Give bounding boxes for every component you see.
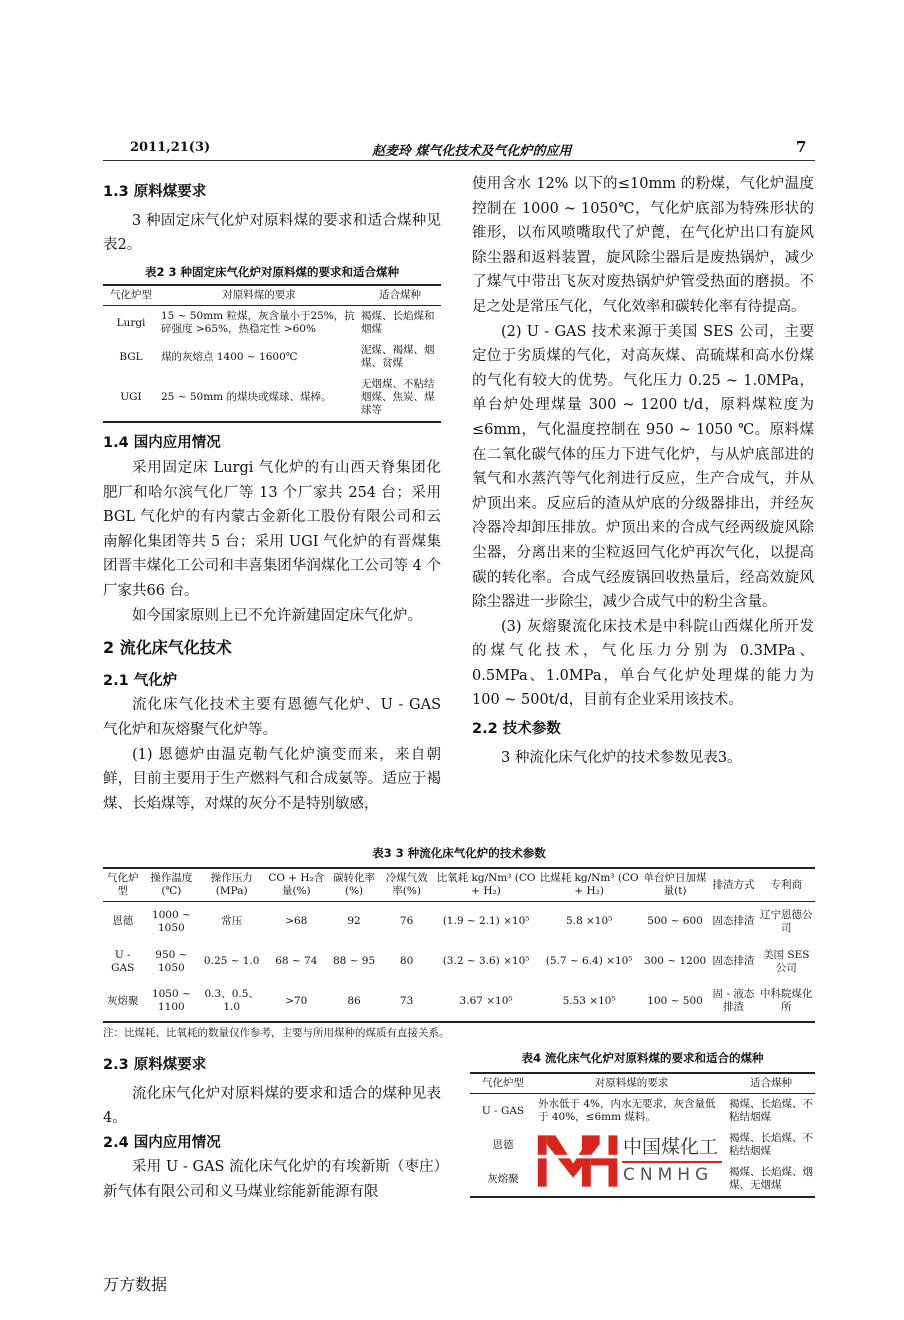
bottom-left-column: [103, 1053, 441, 1205]
table-header: 专利商: [770, 878, 803, 891]
table-header: 气化炉型: [106, 872, 139, 897]
table-cell: 76: [399, 915, 414, 928]
table-row: [103, 942, 815, 982]
paragraph: 3 种流化床气化炉的技术参数见表3。: [501, 749, 742, 766]
table-row: [103, 902, 815, 942]
table-header: 对原料煤的要求: [594, 1077, 669, 1089]
table-cell: 1050 ~ 1100: [151, 988, 191, 1013]
table-cell: 1000 ~ 1050: [151, 908, 191, 934]
table-cell: >68: [285, 915, 308, 928]
running-title: 赵麦玲 煤气化技术及气化炉的应用: [372, 144, 572, 159]
table3-note: 注：比煤耗、比氧耗的数量仅作参考，主要与所用煤种的煤质有直接关系。: [103, 1026, 450, 1039]
table-header: 适合煤种: [379, 289, 421, 302]
header-rule: [103, 160, 815, 161]
table-cell: 美国 SES 公司: [763, 948, 810, 974]
table-cell: 褐煤、长焰煤、不粘结烟煤: [729, 1132, 813, 1157]
table-cell: Lurgi: [116, 316, 146, 329]
table-cell: 68 ~ 74: [275, 955, 318, 967]
left-column: [103, 180, 441, 816]
table-cell: UGI: [120, 391, 142, 404]
table-header: 操作温度(℃): [150, 872, 193, 897]
table-cell: 100 ~ 500: [647, 994, 703, 1007]
table-cell: 煤的灰熔点 1400 ~ 1600℃: [161, 350, 298, 363]
table-cell: 褐煤、长焰煤、不粘结烟煤: [729, 1098, 813, 1123]
table-cell: 常压: [221, 915, 243, 928]
table-cell: 外水低于 4%，内水无要求，灰含量低于 40%，≤6mm 煤料。: [538, 1098, 716, 1123]
paragraph: 3 种固定床气化炉对原料煤的要求和适合煤种见表2。: [103, 212, 441, 254]
paragraph: 流化床气化炉对原料煤的要求和适合的煤种见表4。: [103, 1085, 441, 1127]
table-cell: 25 ~ 50mm 的煤块或煤球、煤棒。: [161, 391, 332, 404]
table-header: 排渣方式: [712, 878, 755, 891]
table-cell: 3.67 ×10⁵: [459, 994, 513, 1007]
table-cell: 0.25 ~ 1.0: [203, 955, 260, 967]
paragraph: 采用固定床 Lurgi 气化炉的有山西天脊集团化肥厂和哈尔滨气化厂等 13 个厂家共 254 台；采用 BGL 气化炉的有内蒙古金新化工股份有限公司和云南解化集团等共 5 台；采用 UGI 气化炉的有晋煤集团晋丰煤化工公司和丰喜集团华润煤化工公司等 4 个厂家共66 台。: [103, 459, 441, 599]
table3: [103, 867, 815, 1023]
table-cell: 褐煤、长焰煤和烟煤: [361, 310, 435, 336]
table-header: 气化炉型: [482, 1077, 524, 1089]
section-heading: 1.3 原料煤要求: [103, 184, 207, 200]
table-cell: 80: [399, 955, 414, 967]
table-header: CO + H₂含量(%): [268, 872, 325, 897]
table-cell: 褐煤、长焰煤、烟煤、无烟煤: [729, 1166, 813, 1191]
table-cell: (5.7 ~ 6.4) ×10⁵: [545, 955, 633, 967]
table2: [103, 284, 441, 423]
table-cell: 固 - 液态排渣: [712, 988, 755, 1013]
table-row: [103, 374, 441, 422]
table3-block: [103, 845, 815, 1040]
table-row: [103, 982, 815, 1022]
section-heading: 2 流化床气化技术: [103, 638, 232, 658]
table4-caption: 表4 流化床气化炉对原料煤的要求和适合的煤种: [521, 1051, 764, 1065]
table-header: 适合煤种: [750, 1077, 792, 1089]
page-number: 7: [796, 138, 807, 156]
table-header: 碳转化率(%): [333, 872, 376, 897]
footer-source: 万方数据: [103, 1275, 168, 1294]
table-cell: 92: [347, 915, 361, 928]
table-header: 操作压力(MPa): [210, 872, 253, 897]
watermark-rule: [622, 1161, 722, 1163]
table-cell: 灰熔聚: [106, 994, 139, 1007]
table-cell: 73: [399, 994, 414, 1007]
table-cell: 中科院煤化所: [760, 988, 813, 1013]
paragraph: 流化床气化技术主要有恩德气化炉、U - GAS 气化炉和灰熔聚气化炉等。: [103, 697, 441, 738]
table-cell: 86: [347, 994, 361, 1007]
paragraph: (1) 恩德炉由温克勒气化炉演变而来，来自朝鲜，目前主要用于生产燃料气和合成氨等。适应于褐煤、长焰煤等，对煤的灰分不是特别敏感，: [103, 746, 441, 812]
table-row: [470, 1094, 815, 1129]
table-cell: 950 ~ 1050: [155, 948, 188, 974]
table-cell: 灰熔聚: [487, 1172, 519, 1185]
table3-caption: 表3 3 种流化床气化炉的技术参数: [372, 846, 546, 860]
table-cell: 300 ~ 1200: [643, 955, 707, 967]
table-cell: 无烟煤、不粘结烟煤、焦炭、煤球等: [361, 378, 435, 417]
journal-issue: 2011,21(3): [130, 140, 211, 155]
right-column: [472, 172, 814, 770]
table-cell: (3.2 ~ 3.6) ×10⁵: [442, 955, 530, 967]
watermark-logo: [536, 1130, 728, 1190]
table-header: 冷煤气效率(%): [385, 872, 428, 897]
section-heading: 2.3 原料煤要求: [103, 1057, 207, 1073]
table-cell: 0.3、0.5、1.0: [204, 988, 259, 1013]
paragraph: 如今国家原则上已不允许新建固定床气化炉。: [132, 607, 422, 624]
table-header: 比煤耗 kg/Nm³ (CO + H₂): [539, 872, 639, 897]
paragraph: (3) 灰熔聚流化床技术是中科院山西煤化所开发的煤气化技术，气化压力分别为 0.3MPa、0.5MPa、1.0MPa，单台气化炉处理煤的能力为 100 ~ 500t/d，目前有企业采用该技术。: [472, 618, 814, 709]
paragraph: (2) U - GAS 技术来源于美国 SES 公司，主要定位于劣质煤的气化，对高灰煤、高硫煤和高水份煤的气化有较大的优势。气化压力 0.25 ~ 1.0MPa，单台炉处理煤量 300 ~ 1200 t/d，原料煤粒度为≤6mm，气化温度控制在 950 ~ 1050 ℃。原料煤在二氧化碳气体的压力下进气化炉，与从炉底部进的氧气和水蒸汽等气化剂进行反应，生产合成气，并从炉顶出来。反应后的渣从炉底的分级器排出，并经灰冷器冷却卸压排放。炉顶出来的合成气经两级旋风除尘器，分离出来的尘粒返回气化炉再次气化，以提高碳的转化率。合成气经废锅回收热量后，经高效旋风除尘器进一步除尘，减少合成气中的粉尘含量。: [472, 323, 814, 611]
table-cell: BGL: [119, 350, 143, 363]
section-heading: 2.2 技术参数: [472, 721, 561, 738]
table-row: [103, 340, 441, 374]
table-cell: U - GAS: [481, 1104, 525, 1117]
table-cell: 15 ~ 50mm 粒煤，灰含量小于25%，抗碎强度 >65%，热稳定性 >60%: [161, 310, 355, 336]
table-cell: 5.53 ×10⁵: [562, 994, 616, 1007]
table2-caption: 表2 3 种固定床气化炉对原料煤的要求和适合煤种: [144, 264, 399, 279]
table-cell: U - GAS: [111, 948, 135, 974]
watermark-en: CNMHG: [623, 1165, 714, 1185]
table-cell: 恩德: [492, 1138, 514, 1151]
paragraph: 使用含水 12% 以下的≤10mm 的粉煤，气化炉温度控制在 1000 ~ 1050℃，气化炉底部为特殊形状的锥形，以布风喷嘴取代了炉蓖，在气化炉出口有旋风除尘器和返料装置，旋风除尘器后是废热锅炉，减少了煤气中带出飞灰对废热锅炉炉管受热面的磨损。不足之处是常压气化，气化效率和碳转化率有待提高。: [472, 176, 814, 315]
watermark-cn: 中国煤化工: [623, 1136, 719, 1158]
table-cell: 辽宁恩德公司: [760, 908, 813, 934]
table-cell: 5.8 ×10⁵: [565, 915, 613, 928]
section-heading: 2.4 国内应用情况: [103, 1134, 221, 1151]
table-cell: 固态排渣: [712, 955, 755, 967]
table-cell: 恩德: [112, 915, 134, 928]
table-cell: 泥煤、褐煤、烟煤、贫煤: [361, 344, 435, 370]
table-cell: >70: [285, 994, 308, 1007]
table-header: 对原料煤的要求: [222, 289, 296, 302]
table-cell: 500 ~ 600: [647, 915, 703, 928]
table-header: 比氧耗 kg/Nm³ (CO + H₂): [436, 872, 536, 897]
table-cell: 88 ~ 95: [332, 955, 376, 967]
section-heading: 2.1 气化炉: [103, 672, 178, 689]
table-cell: 固态排渣: [712, 915, 755, 928]
section-heading: 1.4 国内应用情况: [103, 435, 221, 452]
table-header: 单台炉日加煤量(t): [643, 872, 707, 897]
table-cell: (1.9 ~ 2.1) ×10⁵: [442, 915, 530, 928]
cnmhg-logo-icon: [536, 1130, 620, 1192]
table-row: [103, 306, 441, 341]
table-header: 气化炉型: [110, 289, 152, 302]
paragraph: 采用 U - GAS 流化床气化炉的有埃新斯（枣庄）新气体有限公司和义马煤业综能新能源有限: [103, 1159, 441, 1200]
